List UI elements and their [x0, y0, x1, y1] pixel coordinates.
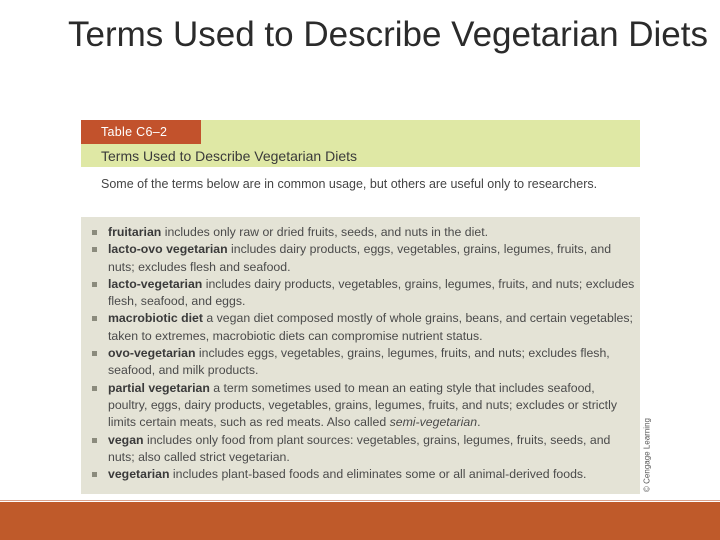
term-item-vegetarian	[91, 466, 637, 483]
square-bullet-icon	[92, 282, 97, 287]
footer-divider	[0, 500, 720, 501]
square-bullet-icon	[92, 472, 97, 477]
term-name: ovo-vegetarian	[108, 346, 196, 361]
square-bullet-icon	[92, 247, 97, 252]
term-name: vegan	[108, 432, 144, 447]
term-name: fruitarian	[108, 225, 162, 239]
square-bullet-icon	[92, 438, 97, 443]
term-definition: includes eggs, vegetables, grains, legumes, fruits, and nuts; excludes flesh, seafood, and milk products.	[108, 346, 610, 378]
term-definition: a term sometimes used to mean an eating style that includes seafood, poultry, eggs, dairy products, vegetables, grains, legumes, fruits, and nuts; excludes or strictly limits certain meats, such as red meats. Also called	[108, 380, 617, 430]
table-number-tab: Table C6–2	[81, 120, 201, 144]
term-item-macrobiotic-diet	[91, 310, 637, 345]
footer-accent-bar	[0, 502, 720, 540]
table-intro-text: Some of the terms below are in common usage, but others are useful only to researchers.	[101, 177, 598, 191]
term-item-lacto-vegetarian	[91, 276, 637, 311]
vegetarian-terms-table	[81, 120, 640, 494]
term-definition: includes dairy products, vegetables, grains, legumes, fruits, and nuts; excludes flesh, seafood, and eggs.	[108, 276, 635, 309]
square-bullet-icon	[92, 230, 97, 235]
term-item-partial-vegetarian	[91, 380, 637, 432]
term-definition: includes only raw or dried fruits, seeds, and nuts in the diet.	[161, 225, 489, 239]
term-name: lacto-vegetarian	[108, 276, 203, 291]
term-name: partial vegetarian	[108, 380, 210, 395]
slide-title: Terms Used to Describe Vegetarian Diets	[68, 15, 708, 54]
term-definition-end: .	[477, 415, 481, 430]
term-name: macrobiotic diet	[108, 311, 203, 326]
term-definition: includes only food from plant sources: vegetables, grains, legumes, fruits, seeds, and nuts; also called strict vegetarian.	[108, 432, 611, 464]
term-item-ovo-vegetarian	[91, 345, 637, 380]
term-name: lacto-ovo vegetarian	[108, 242, 228, 257]
term-item-fruitarian	[91, 224, 637, 241]
table-intro-band	[81, 167, 640, 217]
copyright-notice	[641, 415, 653, 495]
terms-list	[91, 224, 637, 483]
term-item-vegan	[91, 432, 637, 467]
term-definition: includes plant-based foods and eliminates some or all animal-derived foods.	[169, 467, 587, 482]
table-title: Terms Used to Describe Vegetarian Diets	[101, 148, 357, 164]
square-bullet-icon	[92, 386, 97, 391]
table-header-band	[81, 120, 640, 167]
term-name: vegetarian	[108, 467, 170, 482]
square-bullet-icon	[92, 316, 97, 321]
copyright-text: © Cengage Learning	[642, 418, 652, 492]
term-alias: semi-vegetarian	[389, 415, 478, 430]
square-bullet-icon	[92, 351, 97, 356]
term-item-lacto-ovo-vegetarian	[91, 241, 637, 276]
term-definition: a vegan diet composed mostly of whole grains, beans, and certain vegetables; taken to extremes, macrobiotic diets can compromise nutrient status.	[108, 311, 633, 343]
term-definition: includes dairy products, eggs, vegetables, grains, legumes, fruits, and nuts; excludes flesh and seafood.	[108, 242, 612, 274]
